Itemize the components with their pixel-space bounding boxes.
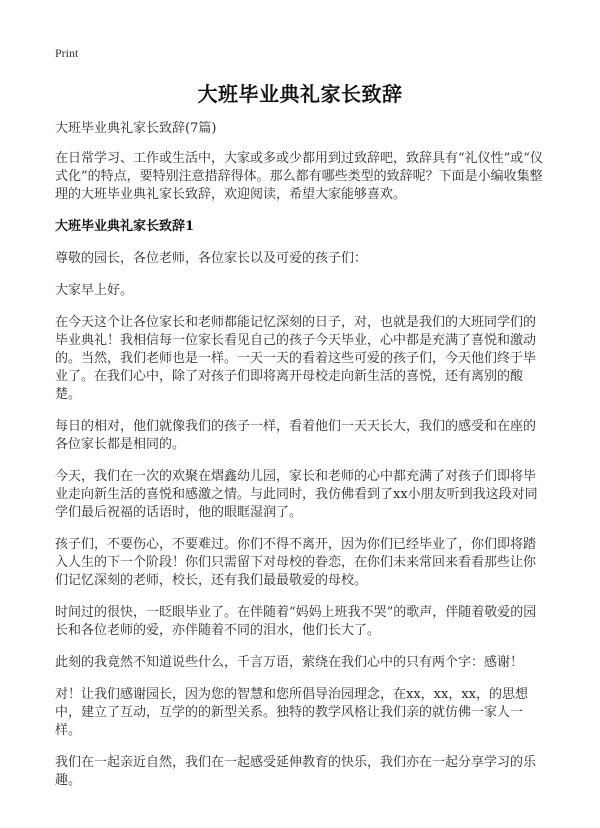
paragraph: 此刻的我竟然不知道说些什么，千言万语，萦绕在我们心中的只有两个字：感谢！ (55, 655, 524, 670)
document-subtitle: 大班毕业典礼家长致辞(7篇) (55, 121, 217, 136)
paragraph: 孩子们，不要伤心，不要难过。你们不得不离开，因为你们已经毕业了，你们即将踏入人生的下一个阶段！你们只需留下对母校的眷恋，在你们未来常回来看看那些让你们记忆深刻的老师，校长，还有我们最最敬爱的母校。 (55, 537, 537, 588)
paragraph: 时间过的很快，一眨眼毕业了。在伴随着“妈妈上班我不哭”的歌声，伴随着敬爱的园长和各位老师的爱，亦伴随着不同的泪水，他们长大了。 (55, 605, 537, 638)
paragraph: 今天，我们在一次的欢聚在熠鑫幼儿园，家长和老师的心中都充满了对孩子们即将毕业走向新生活的喜悦和感激之情。与此同时，我仿佛看到了xx小朋友听到我这段对同学们最后祝福的话语时，他的眼眶湿润了。 (55, 469, 538, 520)
print-link[interactable]: Print (55, 46, 79, 60)
page-title: 大班毕业典礼家长致辞 (197, 82, 403, 106)
intro-paragraph: 在日常学习、工作或生活中，大家或多或少都用到过致辞吧，致辞具有“礼仪性”或“仪式化”的特点，要特别注意措辞得体。那么都有哪些类型的致辞呢？下面是小编收集整理的大班毕业典礼家长致辞，欢迎阅读，希望大家能够喜欢。 (55, 151, 543, 202)
paragraph: 尊敬的园长，各位老师，各位家长以及可爱的孩子们： (55, 251, 368, 266)
paragraph: 在今天这个让各位家长和老师都能记忆深刻的日子，对，也就是我们的大班同学们的毕业典礼！我相信每一位家长看见自己的孩子今天毕业，心中都是充满了喜悦和激动的。当然，我们老师也是一样。一天一天的看着这些可爱的孩子们，今天他们终于毕业了。在我们心中，除了对孩子们即将离开母校走向新生活的喜悦，还有离别的酸楚。 (55, 315, 537, 402)
paragraph: 对！让我们感谢园长，因为您的智慧和您所倡导治园理念，在xx，xx，xx，的思想中，建立了互动，互学的的新型关系。独特的教学风格让我们亲的就仿佛一家人一样。 (55, 687, 528, 738)
paragraph: 大家早上好。 (55, 283, 134, 298)
document-body (55, 120, 547, 804)
paragraph: 每日的相对，他们就像我们的孩子一样，看着他们一天天长大，我们的感受和在座的各位家长都是相同的。 (55, 419, 537, 452)
section-heading: 大班毕业典礼家长致辞1 (55, 219, 195, 234)
paragraph: 我们在一起亲近自然，我们在一起感受延伸教育的快乐，我们亦在一起分享学习的乐趣。 (55, 755, 537, 788)
